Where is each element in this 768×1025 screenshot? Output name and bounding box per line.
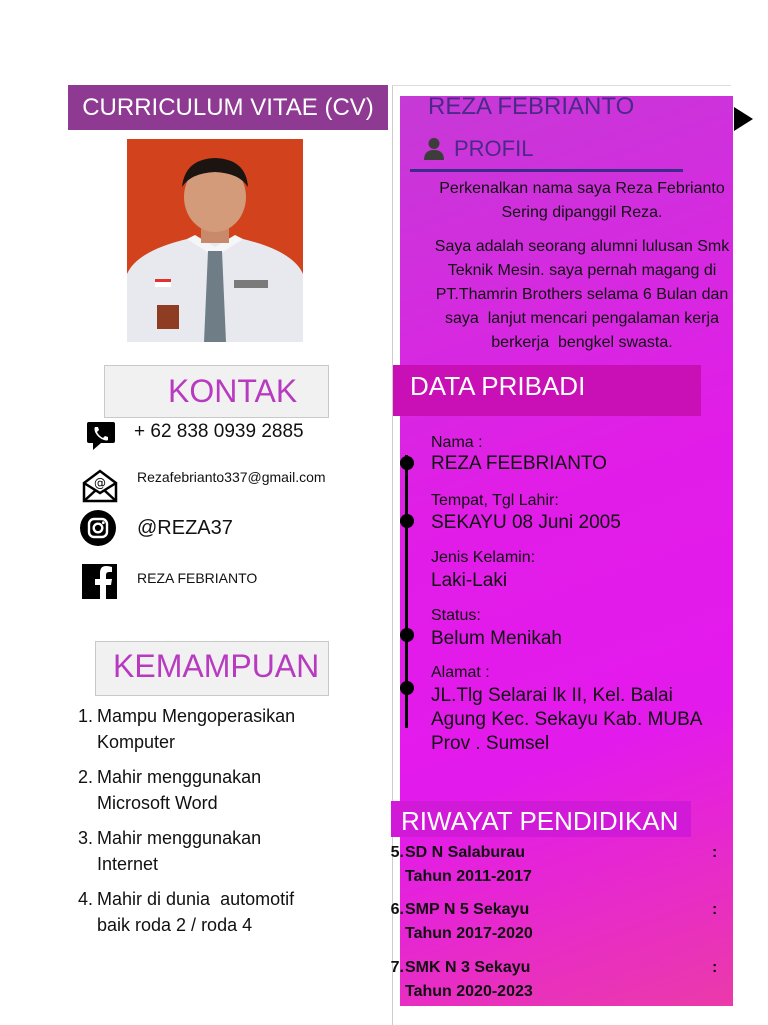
profile-line: Saya adalah seorang alumni lulusan Smk (434, 238, 730, 255)
list-item (382, 898, 722, 946)
pendidikan-heading: RIWAYAT PENDIDIKAN (391, 801, 691, 837)
skill-number: 2. (78, 767, 94, 787)
alamat-label: Alamat : (431, 664, 490, 681)
ttl-label: Tempat, Tgl Lahir: (431, 492, 559, 509)
status-label: Status: (431, 607, 481, 624)
timeline-dot (400, 681, 414, 695)
profile-line: berkerja bengkel swasta. (491, 334, 673, 351)
profile-line: Sering dipanggil Reza. (501, 204, 663, 221)
edu-school: SMP N 5 Sekayu (405, 901, 530, 918)
email-address: Rezafebrianto337@gmail.com (137, 469, 326, 485)
skill-text: Microsoft Word (97, 793, 218, 813)
profile-line: Perkenalkan nama saya Reza Febrianto (439, 180, 725, 197)
profile-line: Teknik Mesin. saya pernah magang di (447, 262, 717, 279)
skill-text: Mahir menggunakan (97, 828, 262, 848)
edu-number: 5. (390, 844, 404, 861)
skill-number: 3. (78, 828, 94, 848)
timeline-dot (400, 456, 414, 470)
user-icon (423, 137, 445, 161)
edu-number: 6. (390, 901, 404, 918)
alamat-value (431, 684, 702, 756)
list-item (78, 764, 378, 816)
facebook-name: REZA FEBRIANTO (137, 570, 258, 586)
jenis-kelamin-label: Jenis Kelamin: (431, 549, 536, 566)
phone-number: + 62 838 0939 2885 (134, 421, 304, 442)
full-name: REZA FEBRIANTO (428, 93, 635, 120)
skill-text: Mahir di dunia automotif (97, 889, 295, 909)
nama-label: Nama : (431, 434, 483, 451)
timeline-dot (400, 628, 414, 642)
phone-icon (85, 419, 117, 451)
facebook-icon (82, 564, 117, 599)
email-icon (82, 469, 114, 501)
instagram-handle: @REZA37 (137, 517, 233, 539)
list-item (382, 956, 722, 1004)
profile-line: saya lanjut mencari pengalaman kerja (445, 310, 719, 327)
edu-years: Tahun 2011-2017 (405, 868, 532, 885)
profile-description (402, 177, 762, 355)
nama-value: REZA FEEBRIANTO (431, 453, 607, 474)
skill-text: Mampu Mengoperasikan (97, 706, 296, 726)
edu-number: 7. (390, 959, 404, 976)
instagram-icon (80, 510, 116, 546)
edu-years: Tahun 2020-2023 (405, 983, 533, 1000)
status-value: Belum Menikah (431, 628, 562, 649)
alamat-line: Agung Kec. Sekayu Kab. MUBA (431, 709, 703, 730)
jenis-kelamin-value: Laki-Laki (431, 570, 508, 591)
edu-colon: : (712, 844, 718, 861)
kemampuan-heading: KEMAMPUAN (95, 641, 329, 696)
skill-text: Internet (97, 854, 159, 874)
skill-text: baik roda 2 / roda 4 (97, 915, 253, 935)
list-item (382, 841, 722, 889)
profil-heading (423, 136, 533, 162)
list-item (78, 886, 378, 938)
profile-photo (127, 139, 303, 342)
divider (410, 169, 683, 172)
list-item (78, 825, 378, 877)
profile-line: PT.Thamrin Brothers selama 6 Bulan dan (435, 286, 729, 303)
profil-label: PROFIL (454, 136, 534, 161)
skill-text: Komputer (97, 732, 176, 752)
alamat-line: Prov . Sumsel (431, 733, 550, 754)
edu-school: SD N Salaburau (405, 844, 526, 861)
ttl-value: SEKAYU 08 Juni 2005 (431, 512, 621, 533)
alamat-line: JL.Tlg Selarai lk II, Kel. Balai (431, 685, 673, 706)
cv-title: CURRICULUM VITAE (CV) (68, 85, 388, 130)
skill-text: Mahir menggunakan (97, 767, 262, 787)
list-item (78, 703, 378, 755)
edu-colon: : (712, 959, 718, 976)
edu-years: Tahun 2017-2020 (405, 925, 533, 942)
edu-colon: : (712, 901, 718, 918)
skill-number: 1. (78, 706, 94, 726)
arrow-right-icon (734, 107, 753, 131)
skill-number: 4. (78, 889, 94, 909)
timeline-dot (400, 514, 414, 528)
data-pribadi-heading: DATA PRIBADI (393, 365, 701, 416)
edu-school: SMK N 3 Sekayu (405, 959, 531, 976)
kontak-heading: KONTAK (104, 365, 329, 418)
skills-list (78, 703, 378, 947)
svg-text:@: @ (94, 476, 106, 490)
